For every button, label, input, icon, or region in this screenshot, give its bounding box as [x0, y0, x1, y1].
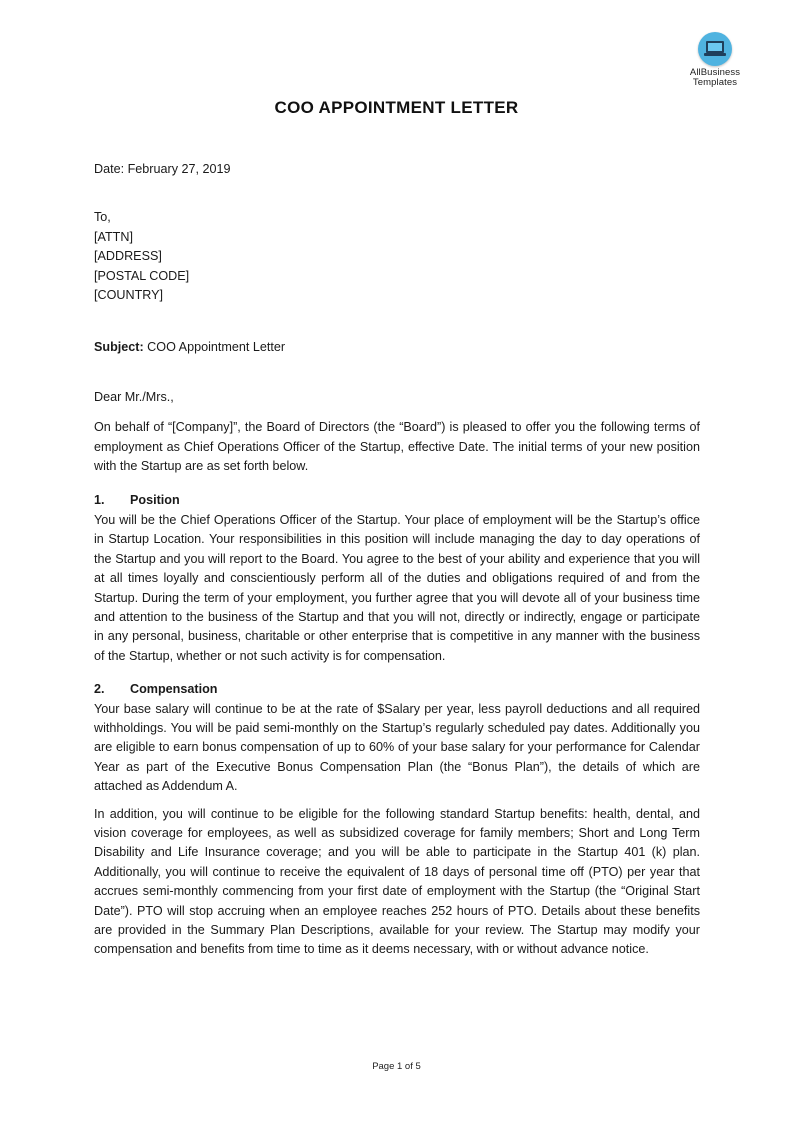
section-paragraph: Your base salary will continue to be at the rate of $Salary per year, less payroll deductions and all required withholdings. You will be paid semi-monthly on the Startup’s regularly scheduled pay dates. Additionally you are eligible to earn bonus compensation of up to 60% of your base salary for your performance for Calendar Year as part of the Executive Bonus Compensation Plan (the “Bonus Plan”), the details of which are attached as Addendum A.	[94, 701, 700, 794]
logo	[684, 32, 746, 88]
subject-line	[94, 338, 700, 357]
section-heading-position	[94, 491, 700, 510]
document-title: COO APPOINTMENT LETTER	[274, 98, 519, 117]
recipient-address	[94, 208, 700, 305]
subject-text: COO Appointment Letter	[143, 340, 286, 355]
address-postal: [POSTAL CODE]	[94, 268, 190, 283]
section-title: Compensation	[130, 682, 218, 697]
letter-body	[94, 160, 700, 960]
subject-label: Subject:	[94, 340, 144, 355]
address-to: To,	[94, 210, 111, 225]
intro-paragraph: On behalf of “[Company]”, the Board of Directors (the “Board”) is pleased to offer you the following terms of employment as Chief Operations Officer of the Startup, effective Date. The initial terms of your new position with the Startup are as set forth below.	[94, 420, 700, 474]
address-country: [COUNTRY]	[94, 288, 164, 303]
section-paragraph: In addition, you will continue to be eligible for the following standard Startup benefits: health, dental, and vision coverage for employees, as well as subsidized coverage for family members; Short and Long Term Disability and Life Insurance coverage; and you will be able to participate in the Startup 401 (k) plan. Additionally, you will continue to receive the equivalent of 18 days of personal time off (PTO) per year that accrues semi-monthly commencing from your first date of employment with the Startup (the “Original Start Date”). PTO will stop accruing when an employee reaches 252 hours of PTO. Details about these benefits are provided in the Summary Plan Descriptions, available for your review. The Startup may modify your compensation and benefits from time to time as it deems necessary, with or without advance notice.	[94, 806, 700, 957]
section-number: 1.	[94, 493, 105, 508]
letter-date: Date: February 27, 2019	[94, 162, 231, 176]
section-paragraph: You will be the Chief Operations Officer of the Startup. Your place of employment will be the Startup’s office in Startup Location. Your responsibilities in this position will include managing the day to day operations of the Startup and you will report to the Board. You agree to the best of your ability and experience that you will at all times loyally and conscientiously perform all of the duties and obligations required of and from the Startup. During the term of your employment, you further agree that you will devote all of your business time and attention to the business of the Startup and that you will not, directly or indirectly, engage or participate in any personal, business, charitable or other enterprise that is competitive in any manner with the business of the Startup, whether or not such activity is for compensation.	[94, 512, 700, 663]
laptop-icon	[698, 32, 732, 66]
section-heading-compensation	[94, 680, 700, 699]
section-title: Position	[130, 493, 180, 508]
page-number: Page 1 of 5	[372, 1061, 421, 1072]
logo-line-1: AllBusiness	[689, 67, 741, 78]
section-number: 2.	[94, 682, 105, 697]
logo-text	[684, 68, 746, 88]
address-attn: [ATTN]	[94, 229, 133, 244]
salutation: Dear Mr./Mrs.,	[94, 389, 174, 404]
address-street: [ADDRESS]	[94, 249, 162, 264]
logo-line-2: Templates	[692, 77, 738, 88]
